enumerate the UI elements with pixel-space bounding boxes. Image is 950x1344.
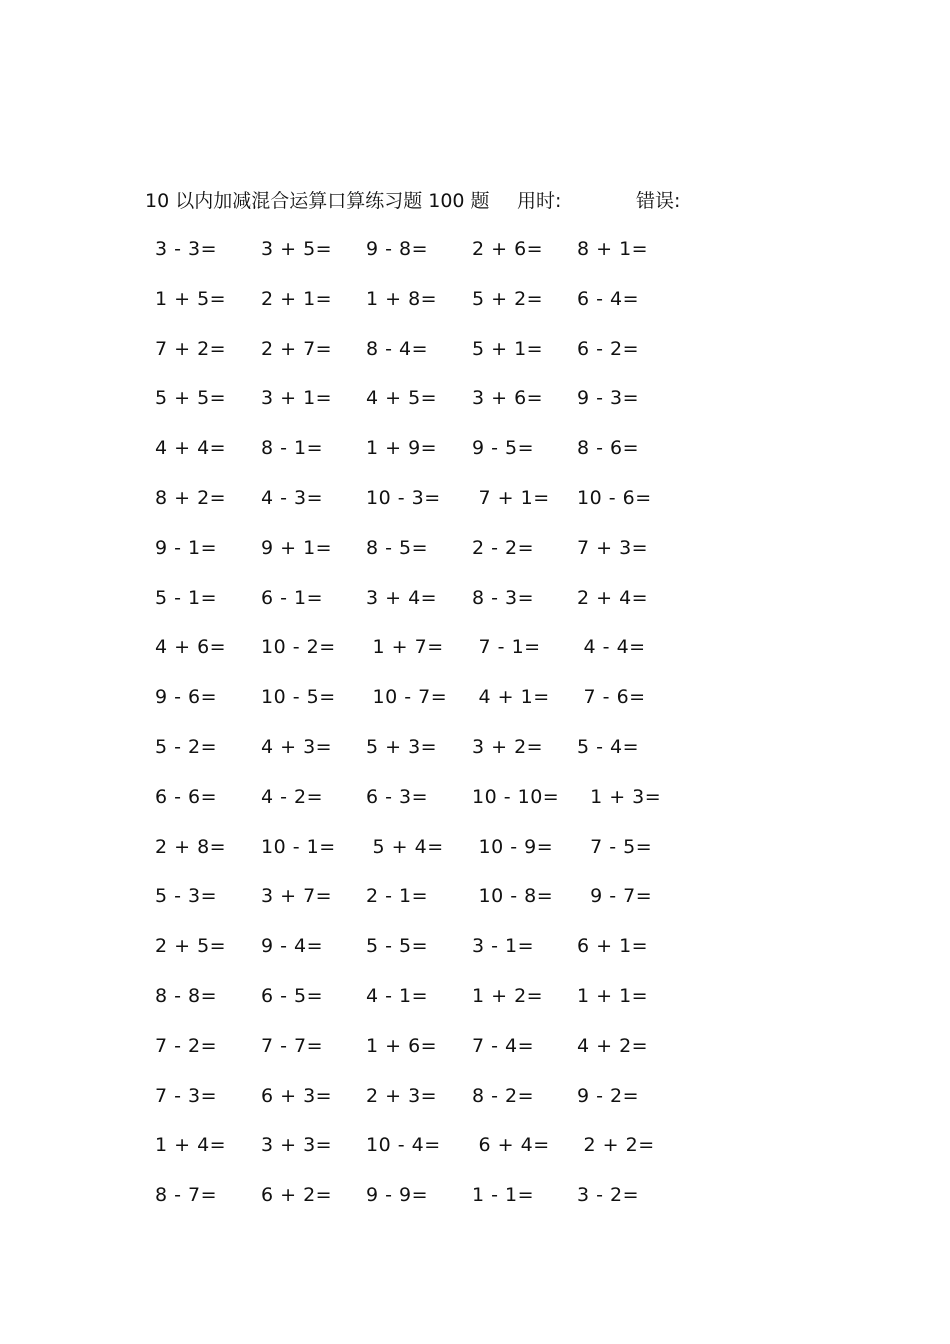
- math-problem: 3 + 4=: [366, 586, 438, 609]
- math-problem: 5 + 5=: [155, 387, 227, 410]
- problem-row: [155, 336, 715, 386]
- math-problem: 6 - 4=: [577, 287, 640, 310]
- math-problem: 6 - 3=: [366, 785, 429, 808]
- math-problem: 9 - 1=: [155, 536, 218, 559]
- math-problem: 3 + 1=: [261, 387, 333, 410]
- worksheet-header: [145, 187, 785, 215]
- math-problem: 3 + 7=: [261, 885, 333, 908]
- problem-row: [155, 834, 715, 884]
- math-problem: 10 - 8=: [472, 885, 554, 908]
- math-problem: 5 - 1=: [155, 586, 218, 609]
- math-problem: 2 + 7=: [261, 337, 333, 360]
- math-problem: 10 - 6=: [577, 486, 652, 509]
- problem-row: [155, 883, 715, 933]
- math-problem: 8 - 6=: [577, 437, 640, 460]
- math-problem: 1 + 4=: [155, 1134, 227, 1157]
- math-problem: 7 + 1=: [472, 486, 550, 509]
- math-problem: 7 - 6=: [577, 686, 646, 709]
- math-problem: 9 + 1=: [261, 536, 333, 559]
- math-problem: 1 - 1=: [472, 1184, 535, 1207]
- math-problem: 6 + 3=: [261, 1084, 333, 1107]
- worksheet-title: 10 以内加减混合运算口算练习题 100 题: [145, 190, 490, 212]
- math-problem: 1 + 8=: [366, 287, 438, 310]
- math-problem: 1 + 1=: [577, 984, 649, 1007]
- math-problem: 8 - 4=: [366, 337, 429, 360]
- math-problem: 8 - 2=: [472, 1084, 535, 1107]
- math-problem: 3 + 3=: [261, 1134, 333, 1157]
- problem-row: [155, 585, 715, 635]
- math-problem: 9 - 4=: [261, 935, 324, 958]
- math-problem: 6 + 4=: [472, 1134, 550, 1157]
- problem-row: [155, 485, 715, 535]
- math-problem: 7 - 2=: [155, 1034, 218, 1057]
- math-problem: 2 + 5=: [155, 935, 227, 958]
- math-problem: 2 - 2=: [472, 536, 535, 559]
- math-problem: 4 - 1=: [366, 984, 429, 1007]
- math-problem: 9 - 9=: [366, 1184, 429, 1207]
- math-problem: 2 + 4=: [577, 586, 649, 609]
- math-problem: 9 - 8=: [366, 238, 429, 260]
- math-problem: 3 + 6=: [472, 387, 544, 410]
- problem-row: [155, 734, 715, 784]
- math-problem: 10 - 7=: [366, 686, 448, 709]
- math-problem: 7 - 1=: [472, 636, 541, 659]
- math-problem: 7 + 3=: [577, 536, 649, 559]
- math-problem: 6 + 2=: [261, 1184, 333, 1207]
- math-problem: 2 + 2=: [577, 1134, 655, 1157]
- problem-row: [155, 983, 715, 1033]
- math-problem: 5 + 2=: [472, 287, 544, 310]
- math-problem: 4 - 4=: [577, 636, 646, 659]
- math-problem: 1 + 6=: [366, 1034, 438, 1057]
- math-problem: 9 - 2=: [577, 1084, 640, 1107]
- problem-grid: [155, 236, 715, 1232]
- math-problem: 2 + 6=: [472, 238, 544, 260]
- math-problem: 5 - 5=: [366, 935, 429, 958]
- math-problem: 6 - 6=: [155, 785, 218, 808]
- math-problem: 9 - 6=: [155, 686, 218, 709]
- problem-row: [155, 634, 715, 684]
- math-problem: 10 - 5=: [261, 686, 336, 709]
- math-problem: 6 - 2=: [577, 337, 640, 360]
- problem-row: [155, 1033, 715, 1083]
- math-problem: 8 - 5=: [366, 536, 429, 559]
- math-problem: 7 - 5=: [577, 835, 653, 858]
- math-problem: 8 - 7=: [155, 1184, 218, 1207]
- math-problem: 2 + 8=: [155, 835, 227, 858]
- problem-row: [155, 236, 715, 286]
- math-problem: 1 + 7=: [366, 636, 444, 659]
- time-used-label: 用时:: [517, 190, 562, 212]
- problem-row: [155, 435, 715, 485]
- math-problem: 2 + 3=: [366, 1084, 438, 1107]
- problem-row: [155, 385, 715, 435]
- math-problem: 10 - 9=: [472, 835, 554, 858]
- math-problem: 1 + 2=: [472, 984, 544, 1007]
- problem-row: [155, 684, 715, 734]
- math-problem: 3 + 5=: [261, 238, 333, 260]
- math-problem: 5 - 3=: [155, 885, 218, 908]
- math-problem: 8 - 8=: [155, 984, 218, 1007]
- math-problem: 10 - 10=: [472, 785, 560, 808]
- problem-row: [155, 933, 715, 983]
- problem-row: [155, 784, 715, 834]
- math-problem: 7 - 4=: [472, 1034, 535, 1057]
- math-problem: 9 - 5=: [472, 437, 535, 460]
- math-problem: 8 + 1=: [577, 238, 649, 260]
- math-problem: 10 - 3=: [366, 486, 441, 509]
- math-problem: 7 + 2=: [155, 337, 227, 360]
- math-problem: 5 + 3=: [366, 735, 438, 758]
- math-problem: 6 - 1=: [261, 586, 324, 609]
- math-problem: 9 - 7=: [577, 885, 653, 908]
- math-problem: 4 - 3=: [261, 486, 324, 509]
- math-problem: 3 - 2=: [577, 1184, 640, 1207]
- math-problem: 10 - 2=: [261, 636, 336, 659]
- math-problem: 5 - 4=: [577, 735, 640, 758]
- math-problem: 8 - 1=: [261, 437, 324, 460]
- math-problem: 4 + 6=: [155, 636, 227, 659]
- math-problem: 4 + 3=: [261, 735, 333, 758]
- math-problem: 9 - 3=: [577, 387, 640, 410]
- math-problem: 6 - 5=: [261, 984, 324, 1007]
- math-problem: 10 - 1=: [261, 835, 336, 858]
- math-problem: 1 + 5=: [155, 287, 227, 310]
- math-problem: 4 + 1=: [472, 686, 550, 709]
- math-problem: 3 - 3=: [155, 238, 218, 260]
- math-problem: 1 + 3=: [577, 785, 662, 808]
- math-problem: 4 + 5=: [366, 387, 438, 410]
- math-problem: 1 + 9=: [366, 437, 438, 460]
- math-problem: 8 - 3=: [472, 586, 535, 609]
- problem-row: [155, 535, 715, 585]
- math-problem: 8 + 2=: [155, 486, 227, 509]
- math-problem: 5 - 2=: [155, 735, 218, 758]
- math-problem: 10 - 4=: [366, 1134, 441, 1157]
- math-problem: 3 - 1=: [472, 935, 535, 958]
- math-problem: 3 + 2=: [472, 735, 544, 758]
- problem-row: [155, 286, 715, 336]
- math-problem: 5 + 1=: [472, 337, 544, 360]
- math-problem: 2 + 1=: [261, 287, 333, 310]
- math-problem: 7 - 3=: [155, 1084, 218, 1107]
- math-problem: 4 - 2=: [261, 785, 324, 808]
- math-problem: 7 - 7=: [261, 1034, 324, 1057]
- math-problem: 6 + 1=: [577, 935, 649, 958]
- problem-row: [155, 1132, 715, 1182]
- problem-row: [155, 1083, 715, 1133]
- math-problem: 5 + 4=: [366, 835, 444, 858]
- errors-label: 错误:: [636, 190, 681, 212]
- problem-row: [155, 1182, 715, 1232]
- math-problem: 2 - 1=: [366, 885, 429, 908]
- math-problem: 4 + 4=: [155, 437, 227, 460]
- math-problem: 4 + 2=: [577, 1034, 649, 1057]
